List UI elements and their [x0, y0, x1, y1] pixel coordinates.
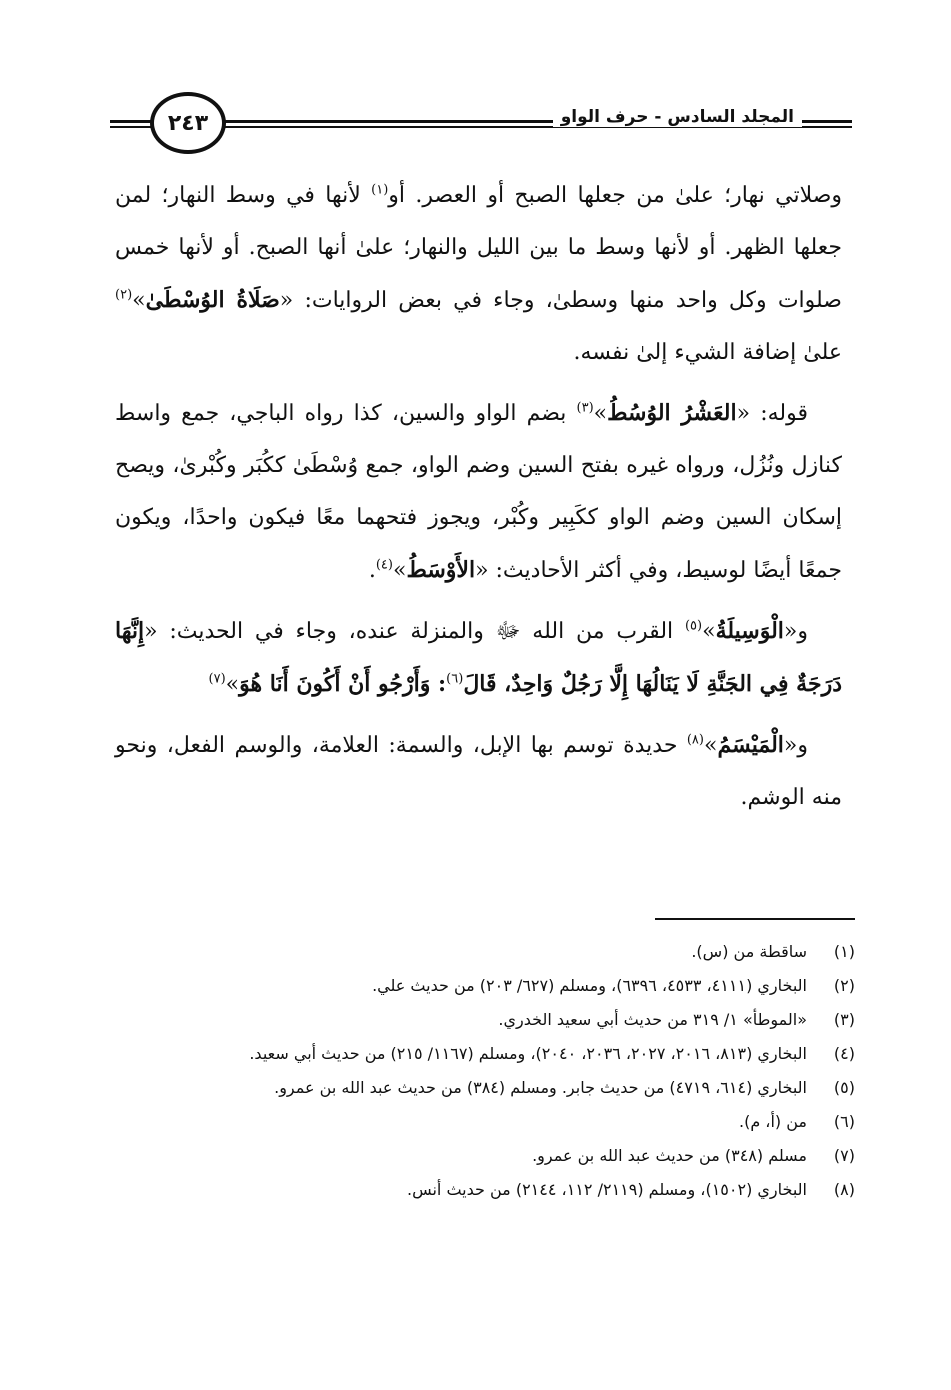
- text-run: حديدة توسم بها الإبل، والسمة: العلامة، والوسم الفعل، ونحو منه الوشم.: [115, 733, 842, 810]
- footnote-item: [115, 1071, 855, 1105]
- bold-term: الأَوْسَطُ: [406, 557, 476, 583]
- header-rule-left-bottom: [110, 126, 154, 128]
- bold-term: العَشْرُ الوُسُطُ: [607, 400, 737, 426]
- bold-term: الْمَيْسَمُ: [717, 732, 784, 758]
- footnote-item: [115, 1173, 855, 1207]
- footnote-number: (٨): [833, 1180, 855, 1199]
- footnote-item: [115, 935, 855, 969]
- text-run: علىٰ إضافة الشيء إلىٰ نفسه.: [573, 340, 842, 365]
- text-run: »: [702, 619, 716, 644]
- footnote-number: (٧): [833, 1146, 855, 1165]
- header-rule-left-top: [110, 120, 154, 123]
- text-run: »: [132, 288, 146, 313]
- footnotes: [115, 935, 855, 1207]
- page-header: [110, 92, 852, 156]
- footnote-number: (٥): [833, 1078, 855, 1097]
- footnote-ref: (٨): [686, 732, 704, 748]
- paragraph-1: [115, 170, 842, 379]
- footnote-item: [115, 1037, 855, 1071]
- text-run: قوله: «: [736, 401, 808, 426]
- footnote-ref: (١): [371, 182, 389, 198]
- text-run: و«: [783, 619, 808, 644]
- paragraph-4: [115, 719, 842, 824]
- text-run: »: [225, 672, 240, 697]
- bold-term: الْوَسِيلَةُ: [715, 618, 784, 644]
- footnote-ref: (٥): [684, 618, 703, 634]
- text-run: وصلاتي نهار؛ علىٰ من جعلها الصبح أو العصر. أو: [388, 183, 843, 208]
- page-number: ٢٤٣: [150, 92, 226, 154]
- footnote-item: [115, 1003, 855, 1037]
- footnote-number: (٢): [833, 976, 855, 995]
- footnote-text: البخاري (١٥٠٢)، ومسلم (٢١١٩/ ١١٢، ٢١٤٤) من حديث أنس.: [406, 1180, 807, 1199]
- footnote-text: «الموطأ» ١/ ٣١٩ من حديث أبي سعيد الخدري.: [498, 1010, 807, 1029]
- footnote-number: (٤): [833, 1044, 855, 1063]
- footnote-ref: (٤): [375, 557, 393, 573]
- footnote-text: البخاري (٤١١١، ٤٥٣٣، ٦٣٩٦)، ومسلم (٦٢٧/ ٢٠٣) من حديث علي.: [372, 976, 807, 995]
- footnote-item: [115, 1105, 855, 1139]
- footnote-item: [115, 969, 855, 1003]
- footnote-item: [115, 1139, 855, 1173]
- running-title: المجلد السادس - حرف الواو: [553, 107, 802, 127]
- footnote-separator: [655, 918, 855, 920]
- footnote-number: (٣): [833, 1010, 855, 1029]
- footnote-text: من (أ، م).: [738, 1112, 807, 1131]
- footnote-text: البخاري (٦١٤، ٤٧١٩) من حديث جابر. ومسلم (٣٨٤) من حديث عبد الله بن عمرو.: [274, 1078, 807, 1097]
- footnote-text: ساقطة من (س).: [691, 942, 807, 961]
- footnote-number: (١): [833, 942, 855, 961]
- footnote-number: (٦): [833, 1112, 855, 1131]
- text-run: لأنها في وسط النهار؛ لمن جعلها الظهر. أو لأنها وسط ما بين الليل والنهار؛ علىٰ أنها الصبح. أو لأنها خمس صلوات وكل واحد منها وسطىٰ، وجاء في بعض الروايات: «: [115, 183, 842, 313]
- footnote-ref: (٧): [208, 671, 226, 687]
- text-run: »: [703, 733, 718, 758]
- footnote-ref: (٢): [115, 287, 133, 303]
- text-run: »: [593, 401, 608, 426]
- paragraph-3: [115, 605, 842, 711]
- footnote-text: البخاري (٨١٣، ٢٠١٦، ٢٠٢٧، ٢٠٣٦، ٢٠٤٠)، ومسلم (١١٦٧/ ٢١٥) من حديث أبي سعيد.: [249, 1044, 807, 1063]
- text-run: .: [368, 558, 376, 583]
- footnote-ref: (٣): [576, 400, 594, 416]
- hadith-text: : وَأَرْجُو أَنْ أَكُونَ أَنَا هُوَ: [239, 671, 447, 697]
- footnote-text: مسلم (٣٤٨) من حديث عبد الله بن عمرو.: [532, 1146, 807, 1165]
- text-run: و«: [783, 733, 808, 758]
- text-run: القرب من الله ﷻ والمنزلة عنده، وجاء في الحديث: «: [144, 619, 685, 644]
- footnote-ref: (٦): [446, 671, 464, 687]
- text-run: بضم الواو والسين، كذا رواه الباجي، جمع واسط كنازل ونُزُل، ورواه غيره بفتح السين وضم الواو، جمع وُسْطَىٰ ككُبَر وكُبْرىٰ، ويصح إسكان السين وضم الواو ككَبِير وكُبْر، ويجوز فتحهما معًا فيكون واحدًا، ويكون جمعًا أيضًا لوسيط، وفي أكثر الأحاديث: «: [115, 401, 842, 583]
- hadith-text: إِنَّهَا دَرَجَةٌ فِي الجَنَّةِ لَا يَنَالُهَا إِلَّا رَجُلٌ وَاحِدٌ، قَالَ: [115, 618, 842, 697]
- paragraph-2: [115, 387, 842, 597]
- main-text: [115, 170, 842, 832]
- text-run: »: [392, 558, 407, 583]
- bold-term: صَلَاةُ الوُسْطَىٰ: [145, 287, 280, 313]
